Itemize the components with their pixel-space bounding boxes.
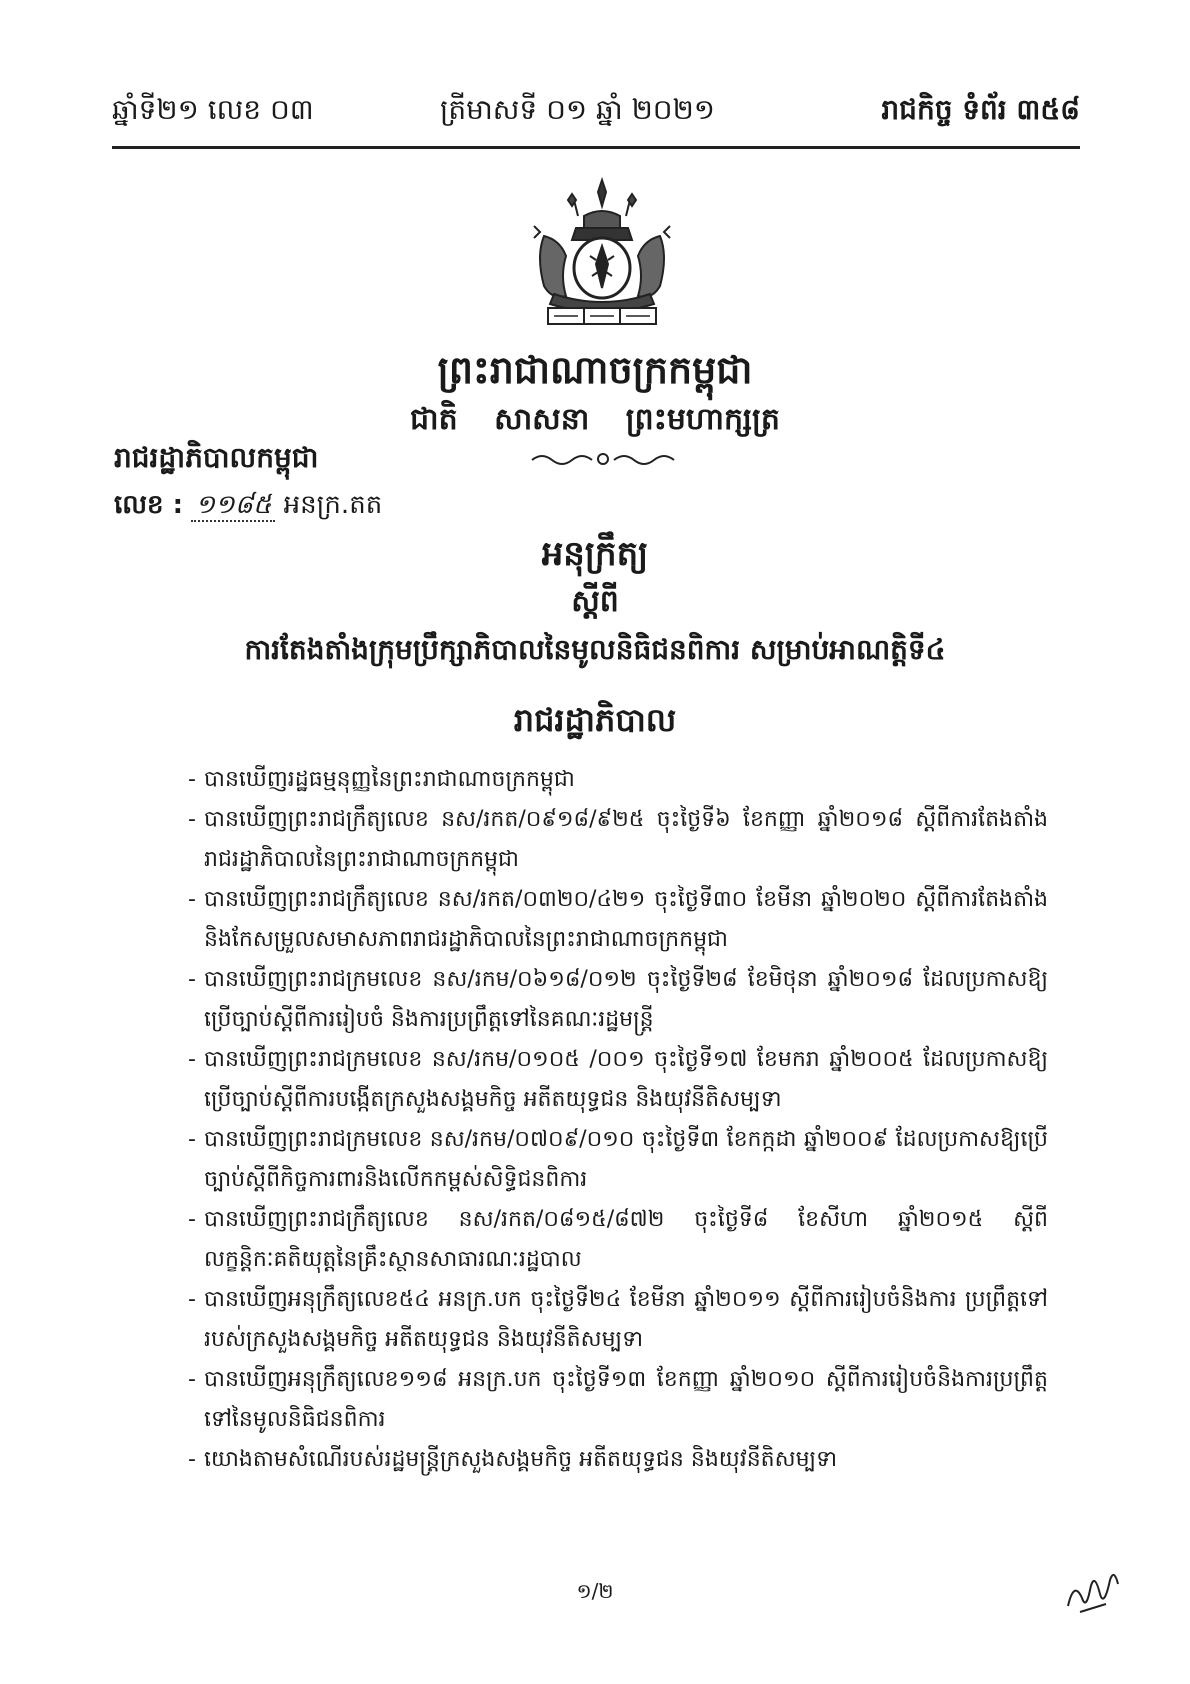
document-about: ស្ដីពី <box>571 584 619 619</box>
issuing-government: រាជរដ្ឋាភិបាលកម្ពុជា <box>114 441 319 474</box>
list-item: - បានឃើញព្រះរាជក្រមលេខ នស/រកម/០៧០៩/០១០ ចុះថ្ងៃទី៣ ខែកក្កដា ឆ្នាំ២០០៩ ដែលប្រកាសឱ្យប្រើច្បាប់ស្ដីពីកិច្ចការពារនិងលើកកម្ពស់សិទ្ធិជនពិការ <box>188 1120 1048 1200</box>
gazette-year-issue: ឆ្នាំទី២១ លេខ ០៣ <box>112 93 314 126</box>
document-subject: ការតែងតាំងក្រុមប្រឹក្សាភិបាលនៃមូលនិធិជនពិការ សម្រាប់អាណត្តិទី៤ <box>244 633 946 666</box>
list-item: - បានឃើញអនុក្រឹត្យលេខ១១៨ អនក្រ.បក ចុះថ្ងៃទី១៣ ខែកញ្ញា ឆ្នាំ២០១០ ស្ដីពីការរៀបចំនិងការប្រព្រឹត្តទៅនៃមូលនិធិជនពិការ <box>188 1360 1048 1440</box>
document-issuer: រាជរដ្ឋាភិបាល <box>513 701 677 739</box>
list-item: - បានឃើញព្រះរាជក្រឹត្យលេខ នស/រកត/០៩១៨/៩២៥ ចុះថ្ងៃទី៦ ខែកញ្ញា ឆ្នាំ២០១៨ ស្ដីពីការតែងតាំងរាជរដ្ឋាភិបាលនៃព្រះរាជាណាចក្រកម្ពុជា <box>188 800 1048 880</box>
ornament-divider-icon <box>528 448 678 470</box>
list-item: - បានឃើញអនុក្រឹត្យលេខ៥៤ អនក្រ.បក ចុះថ្ងៃទី២៤ ខែមីនា ឆ្នាំ២០១១ ស្ដីពីការរៀបចំនិងការ ប្រព្រឹត្តទៅរបស់ក្រសួងសង្គមកិច្ច អតីតយុទ្ធជន និងយុវនីតិសម្បទា <box>188 1280 1048 1360</box>
list-item: - បានឃើញព្រះរាជក្រឹត្យលេខ នស/រកត/០៨១៥/៨៧២ ចុះថ្ងៃទី៨ ខែសីហា ឆ្នាំ២០១៥ ស្ដីពីលក្ខន្តិកៈគតិយុត្តនៃគ្រឹះស្ថានសាធារណៈរដ្ឋបាល <box>188 1200 1048 1280</box>
reference-label: លេខ : <box>114 490 183 520</box>
document-type: អនុក្រឹត្យ <box>541 534 649 574</box>
header-divider <box>112 146 1080 149</box>
reference-number: ១១៨៥ <box>191 490 275 522</box>
gazette-header <box>112 92 1080 142</box>
kingdom-title: ព្រះរាជាណាចក្រកម្ពុជា <box>437 348 753 392</box>
royal-coat-of-arms-icon <box>514 176 690 334</box>
page-number: ១/២ <box>576 1579 614 1603</box>
list-item: - បានឃើញព្រះរាជក្រមលេខ នស/រកម/០៦១៨/០១២ ចុះថ្ងៃទី២៨ ខែមិថុនា ឆ្នាំ២០១៨ ដែលប្រកាសឱ្យប្រើច្បាប់ស្ដីពីការរៀបចំ និងការប្រព្រឹត្តទៅនៃគណៈរដ្ឋមន្ត្រី <box>188 960 1048 1040</box>
national-motto: ជាតិ សាសនា ព្រះមហាក្សត្រ <box>410 402 780 437</box>
list-item: - បានឃើញព្រះរាជក្រមលេខ នស/រកម/០១០៥ /០០១ ចុះថ្ងៃទី១៧ ខែមករា ឆ្នាំ២០០៥ ដែលប្រកាសឱ្យប្រើច្បាប់ស្ដីពីការបង្កើតក្រសួងសង្គមកិច្ច អតីតយុទ្ធជន និងយុវនីតិសម្បទា <box>188 1040 1048 1120</box>
preamble-clauses <box>188 760 1048 1480</box>
reference-suffix: អនក្រ.តត <box>283 490 383 520</box>
gazette-page-ref: រាជកិច្ច ទំព័រ ៣៥៨ <box>881 93 1080 126</box>
reference-number-line <box>114 488 382 526</box>
list-item: - បានឃើញរដ្ឋធម្មនុញ្ញនៃព្រះរាជាណាចក្រកម្ពុជា <box>188 760 1048 800</box>
handwritten-initials-icon <box>1060 1560 1126 1620</box>
list-item: - បានឃើញព្រះរាជក្រឹត្យលេខ នស/រកត/០៣២០/៤២១ ចុះថ្ងៃទី៣០ ខែមីនា ឆ្នាំ២០២០ ស្ដីពីការតែងតាំងនិងកែសម្រួលសមាសភាពរាជរដ្ឋាភិបាលនៃព្រះរាជាណាចក្រកម្ពុជា <box>188 880 1048 960</box>
gazette-quarter: ត្រីមាសទី ០១ ឆ្នាំ ២០២១ <box>440 93 715 126</box>
list-item: - យោងតាមសំណើរបស់រដ្ឋមន្ត្រីក្រសួងសង្គមកិច្ច អតីតយុទ្ធជន និងយុវនីតិសម្បទា <box>188 1440 1048 1480</box>
